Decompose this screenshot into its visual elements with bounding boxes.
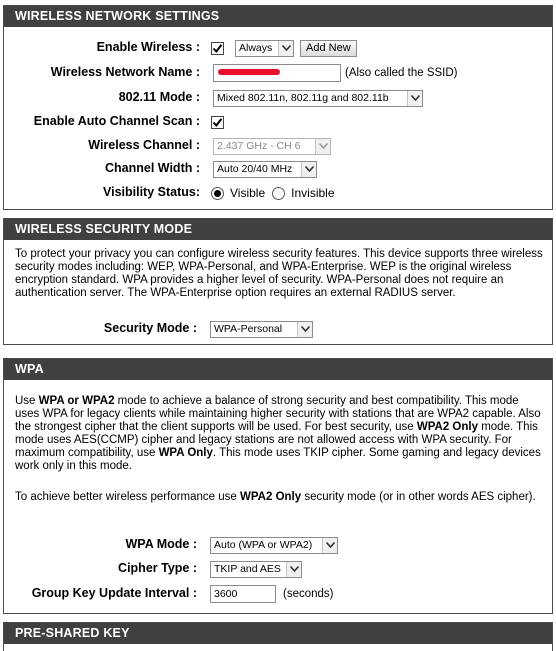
mode-row	[4, 88, 552, 108]
invisible-radio[interactable]	[272, 187, 285, 200]
body-text: Use	[15, 395, 39, 407]
security-mode-select[interactable]	[210, 321, 313, 338]
body-text: . This mode uses TKIP cipher. Some gaming and legacy devices work only in this mode.	[15, 447, 541, 472]
security-mode-value: WPA-Personal	[214, 323, 283, 335]
channel-width-row	[4, 159, 552, 179]
mode-label: 802.11 Mode :	[118, 90, 200, 104]
wpa-description	[15, 395, 545, 473]
schedule-value: Always	[239, 42, 273, 54]
visible-radio[interactable]	[211, 187, 224, 200]
auto-channel-checkbox[interactable]	[211, 116, 224, 129]
cipher-select[interactable]	[210, 561, 302, 578]
add-new-button[interactable]: Add New	[300, 40, 357, 57]
group-key-label: Group Key Update Interval :	[31, 586, 197, 600]
security-mode-panel	[3, 218, 553, 345]
cipher-value: TKIP and AES	[214, 563, 281, 575]
channel-select[interactable]	[213, 138, 331, 155]
cipher-row	[4, 559, 552, 579]
enable-wireless-label: Enable Wireless :	[96, 40, 200, 54]
chevron-down-icon	[297, 322, 312, 337]
emphasis-text: WPA2 Only	[416, 421, 478, 433]
visible-label: Visible	[230, 186, 266, 200]
wpa-title: WPA	[4, 359, 552, 380]
wpa-mode-row	[4, 535, 552, 555]
network-name-row	[4, 63, 552, 83]
wpa-performance-note	[15, 491, 545, 504]
pre-shared-key-panel	[3, 622, 553, 651]
channel-width-label: Channel Width :	[104, 161, 200, 175]
channel-value: 2.437 GHz - CH 6	[217, 140, 301, 152]
chevron-down-icon	[301, 162, 316, 177]
ssid-hint: (Also called the SSID)	[345, 67, 458, 79]
network-name-input[interactable]	[213, 64, 341, 82]
body-text: security mode (or in other words AES cipher).	[301, 491, 536, 503]
pre-shared-key-title: PRE-SHARED KEY	[4, 623, 552, 644]
schedule-select[interactable]	[235, 40, 294, 57]
chevron-down-icon	[286, 562, 301, 577]
chevron-down-icon	[322, 538, 337, 553]
group-key-unit: (seconds)	[283, 588, 334, 600]
wireless-mode-select[interactable]	[213, 90, 423, 107]
security-mode-description: To protect your privacy you can configure wireless security features. This device supports three wireless security modes including: WEP, WPA-Personal, and WPA-Enterprise. WEP is the original wireless encryption standard. WPA provides a higher level of security. WPA-Personal does not require an authentication server. The WPA-Enterprise option requires an external RADIUS server.	[15, 248, 543, 299]
channel-width-select[interactable]	[213, 161, 317, 178]
chevron-down-icon	[315, 139, 330, 154]
body-text: mode to achieve a balance of strong security and best compatibility. This mode uses WPA for legacy clients while maintaining higher security with stations that are WPA2 capable. Also the strongest cipher that the client supports will be used. For best security, use	[15, 395, 541, 433]
wpa-panel	[3, 358, 553, 614]
group-key-input[interactable]: 3600	[210, 585, 276, 603]
security-mode-title: WIRELESS SECURITY MODE	[4, 219, 552, 240]
enable-wireless-checkbox[interactable]	[211, 42, 224, 55]
security-mode-label: Security Mode :	[103, 321, 197, 335]
network-name-label: Wireless Network Name :	[50, 65, 200, 79]
redaction-mark	[218, 69, 280, 75]
channel-row	[4, 136, 552, 156]
channel-label: Wireless Channel :	[88, 138, 200, 152]
emphasis-text: WPA or WPA2	[38, 395, 115, 407]
radio-selected-dot	[214, 190, 221, 197]
visibility-row	[4, 183, 552, 203]
checkmark-icon	[212, 43, 223, 54]
wpa-mode-label: WPA Mode :	[125, 537, 197, 551]
emphasis-text: WPA2 Only	[240, 491, 302, 503]
security-mode-row	[4, 319, 552, 339]
invisible-label: Invisible	[291, 186, 335, 200]
channel-width-value: Auto 20/40 MHz	[217, 163, 293, 175]
body-text: To achieve better wireless performance use	[15, 491, 240, 503]
wireless-network-settings-panel	[3, 5, 553, 210]
body-text: mode. This mode uses AES(CCMP) cipher and legacy stations are not allowed access with WPA security. For maximum compatibility, use	[15, 421, 538, 459]
wpa-mode-select[interactable]	[210, 537, 338, 554]
group-key-row	[4, 584, 552, 604]
wireless-network-settings-title: WIRELESS NETWORK SETTINGS	[4, 6, 552, 27]
enable-wireless-row	[4, 38, 552, 58]
auto-channel-row	[4, 112, 552, 132]
visibility-label: Visibility Status:	[102, 185, 200, 199]
wireless-mode-value: Mixed 802.11n, 802.11g and 802.11b	[217, 92, 389, 104]
auto-channel-label: Enable Auto Channel Scan :	[33, 114, 200, 128]
cipher-label: Cipher Type :	[118, 561, 197, 575]
chevron-down-icon	[278, 41, 293, 56]
wpa-mode-value: Auto (WPA or WPA2)	[214, 539, 313, 551]
chevron-down-icon	[407, 91, 422, 106]
checkmark-icon	[212, 117, 223, 128]
emphasis-text: WPA Only	[158, 447, 213, 459]
